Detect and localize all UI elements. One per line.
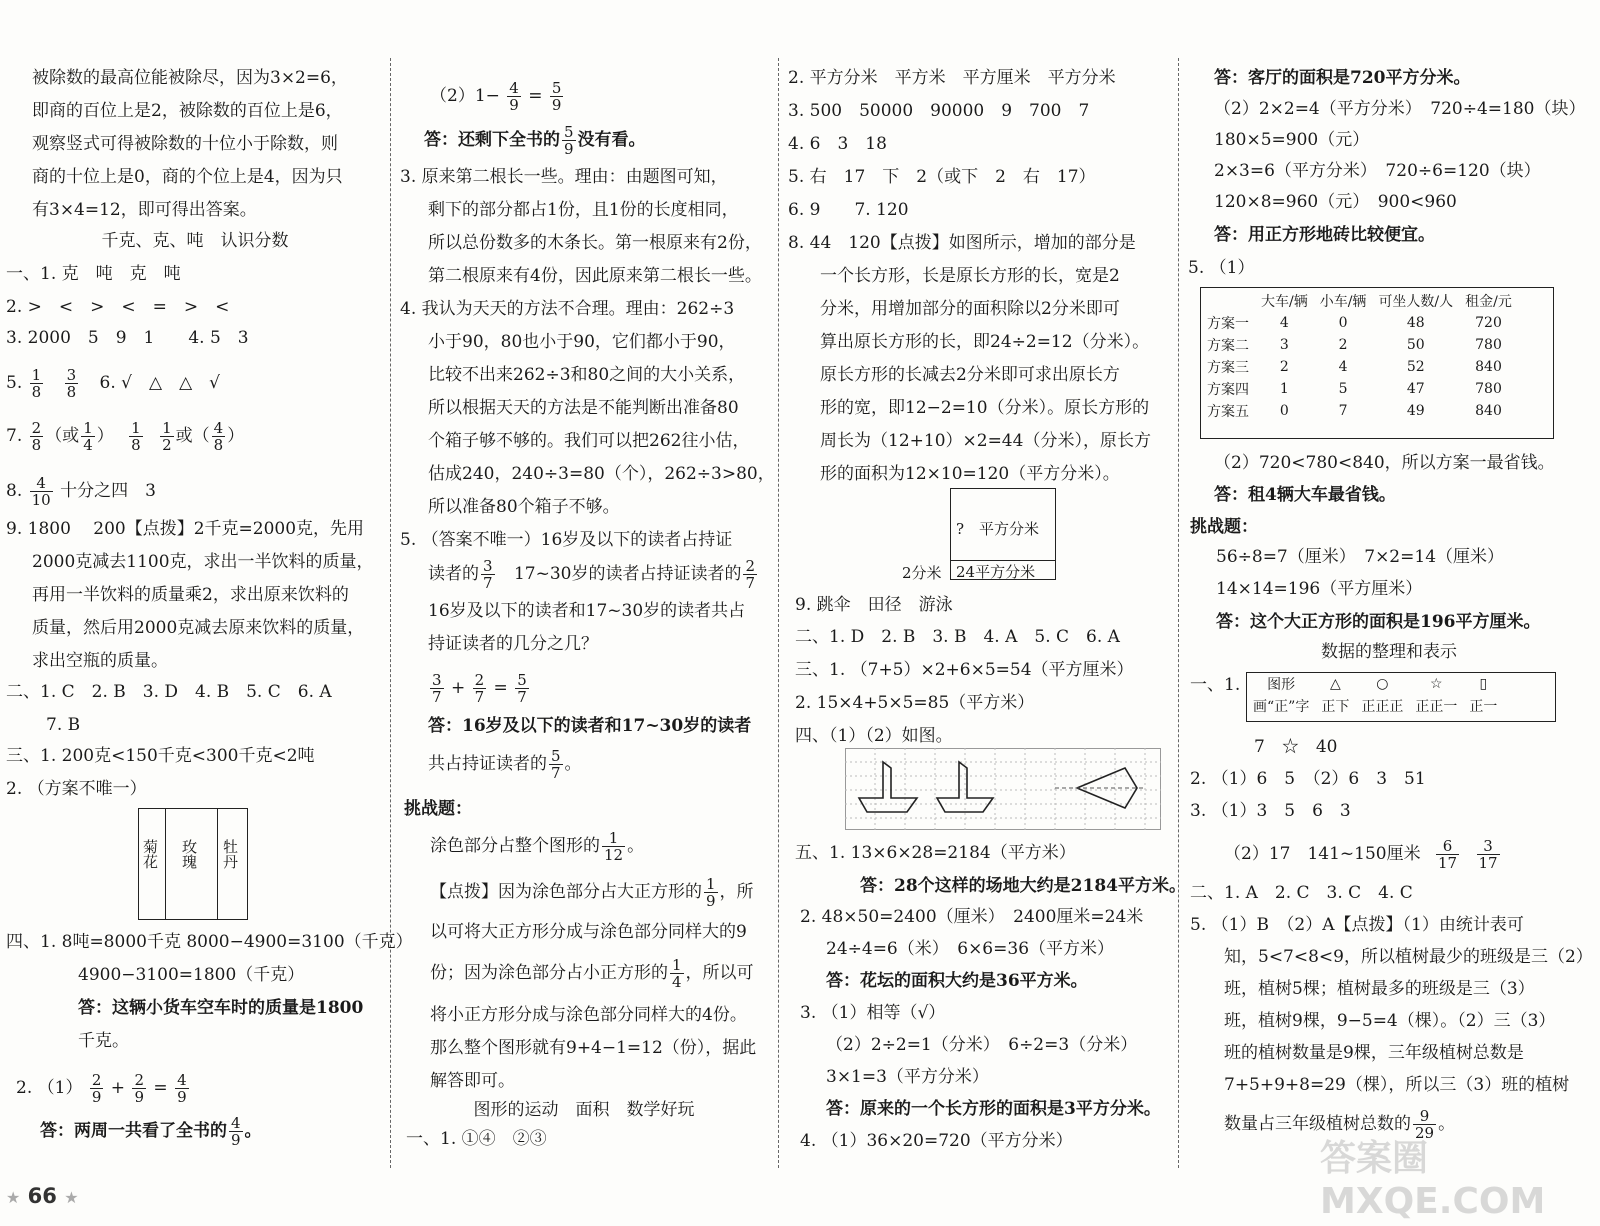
text-line: 2. （方案不唯一） — [6, 779, 147, 799]
text-line: 2×3=6（平方分米） 720÷6=120（块） — [1214, 161, 1541, 181]
text-line: 7 ☆ 40 — [1254, 737, 1338, 757]
text-line: （2）17 141~150厘米 $\frac{6}{17}$ $\frac{3}{17}$ — [1224, 837, 1498, 872]
table-cell: 5 — [1338, 381, 1348, 397]
text-line: 四、（1）（2）如图。 — [795, 726, 953, 746]
page-number-text: 66 — [27, 1184, 57, 1208]
boat-shape — [859, 762, 917, 812]
table-cell: 方案四 — [1207, 382, 1249, 398]
text-line: 小于90，80也小于90，它们都小于90， — [428, 332, 736, 352]
table-header-cell: 租金/元 — [1465, 294, 1512, 310]
table-cell: 47 — [1406, 381, 1425, 397]
answer-2-1: 2. （1） $\frac{2}{9}$ + $\frac{2}{9}$ = $\frac{4}{9}$ — [16, 1071, 187, 1106]
flower-label: 玫瑰 — [180, 839, 198, 869]
watermark: 答案圈 MXQE.COM — [1320, 1138, 1546, 1222]
section-title: 数据的整理和表示 — [1321, 642, 1457, 662]
table-cell: 方案二 — [1207, 338, 1249, 354]
text-line: 个箱子够不够的。我们可以把262往小估， — [428, 431, 750, 451]
table-cell: 正一 — [1469, 699, 1498, 715]
section-title: 千克、克、吨 认识分数 — [101, 231, 289, 251]
table-cell: 780 — [1475, 381, 1502, 397]
text-line: 质量，然后用2000克减去原来饮料的质量， — [32, 618, 365, 638]
table-cell: 1 — [1279, 381, 1289, 397]
column-divider — [778, 58, 779, 1168]
text-line: 千克。 — [78, 1031, 129, 1051]
text-line: 16岁及以下的读者和17~30岁的读者共占 — [428, 601, 746, 621]
table-cell: 52 — [1406, 359, 1425, 375]
answer-line: 答：花坛的面积大约是36平方米。 — [826, 971, 1088, 991]
text-line: 【点拨】因为涂色部分占大正方形的 $\frac{1}{9}$ ，所 — [430, 875, 754, 910]
text-line: 三、1. （7+5）×2+6×5=54（平方厘米） — [795, 660, 1134, 680]
page-number — [6, 1184, 79, 1208]
text-line: 周长为（12+10）×2=44（分米），原长方 — [820, 431, 1151, 451]
text-line: 形的面积为12×10=120（平方分米）。 — [820, 464, 1120, 484]
figure-label: 2分米 — [902, 564, 942, 582]
answer-line: 共占持证读者的 $\frac{5}{7}$ 。 — [428, 747, 582, 782]
table-cell: 3 — [1279, 337, 1289, 353]
text-line: 一、1. ①④ ②③ — [406, 1129, 547, 1149]
text-line: 4. 我认为天天的方法不合理。理由：262÷3 — [400, 299, 735, 319]
section-title: 图形的运动 面积 数学好玩 — [473, 1100, 695, 1120]
text-line: 2. 48×50=2400（厘米） 2400厘米=24米 — [800, 907, 1144, 927]
text-line: 180×5=900（元） — [1214, 130, 1370, 150]
table-row — [1201, 378, 1518, 400]
text-line: 3. 原来第二根长一些。理由：由题图可知， — [400, 167, 728, 187]
table-cell: ▯ — [1479, 676, 1488, 692]
text-line: （2）2×2=4（平方分米） 720÷4=180（块） — [1214, 99, 1586, 119]
text-line: 9. 1800 200【点拨】2千克=2000克，先用 — [6, 519, 365, 539]
text-line: 再用一半饮料的质量乘2，求出原来饮料的 — [32, 585, 349, 605]
table-header-cell: 可坐人数/人 — [1378, 294, 1454, 310]
table-cell: 48 — [1406, 315, 1425, 331]
text-line: 将小正方形分成与涂色部分同样大的4份。 — [430, 1005, 747, 1025]
answer-line: 答：客厅的面积是720平方分米。 — [1214, 68, 1471, 88]
table-cell: 2 — [1338, 337, 1348, 353]
text-line: 9. 跳伞 田径 游泳 — [795, 595, 953, 615]
flower-diagram — [138, 808, 248, 920]
text-line: 答：这辆小货车空车时的质量是1800 — [78, 998, 364, 1018]
answer-line: 答：两周一共看了全书的 $\frac{4}{9}$ 。 — [40, 1114, 262, 1149]
text-line: 数量占三年级植树总数的 $\frac{9}{29}$ 。 — [1224, 1107, 1456, 1142]
text-line: 第二根原来有4份，因此原来第二根长一些。 — [428, 266, 762, 286]
answer-line: 答：这个大正方形的面积是196平方厘米。 — [1216, 612, 1541, 632]
table-row — [1201, 356, 1518, 378]
text-line: 8. 44 120【点拨】如图所示，增加的部分是 — [788, 233, 1136, 253]
text-line: 5. 右 17 下 2（或下 2 右 17） — [788, 167, 1096, 187]
table-cell: 方案三 — [1207, 360, 1249, 376]
text-line: 所以准备80个箱子不够。 — [428, 497, 620, 517]
text-line: 分米，用增加部分的面积除以2分米即可 — [820, 299, 1120, 319]
table-cell: 7 — [1338, 403, 1348, 419]
text-line: 5. （答案不唯一）16岁及以下的读者占持证 — [400, 530, 733, 550]
table-cell: 方案一 — [1207, 316, 1249, 332]
text-line: 持证读者的几分之几？ — [428, 634, 598, 654]
challenge-title: 挑战题： — [1190, 517, 1258, 537]
table-cell: 4 — [1279, 315, 1289, 331]
text-line: 2. 15×4+5×5=85（平方米） — [795, 693, 1035, 713]
figure-label: ? 平方分米 — [956, 520, 1040, 538]
column-divider — [390, 58, 391, 1168]
answer-7: 7. $\frac{2}{8}$ （或 $\frac{1}{4}$ ） $\frac{1}{8}$ $\frac{1}{2}$ 或（ $\frac{4}{8}$ ） — [6, 419, 245, 454]
table-cell: 840 — [1475, 403, 1502, 419]
text-line: 一个长方形，长是原长方形的长，宽是2 — [820, 266, 1120, 286]
text-line: 原长方形的长减去2分米即可求出原长方 — [820, 365, 1120, 385]
text-line: 所以总份数多的木条长。第一根原来有2份， — [428, 233, 762, 253]
table-cell: 正下 — [1321, 699, 1350, 715]
text-line: 班的植树数量是9棵，三年级植树总数是 — [1224, 1043, 1524, 1063]
text-line: 24÷4=6（米） 6×6=36（平方米） — [826, 939, 1115, 959]
rental-table — [1200, 287, 1554, 439]
text-line: 估成240，240÷3=80（个），262÷3>80， — [428, 464, 775, 484]
text-line: 那么整个图形就有9+4−1=12（份），据此 — [430, 1038, 757, 1058]
text-line: 3. 500 50000 90000 9 700 7 — [788, 101, 1090, 121]
text-line: 四、1. 8吨=8000千克 8000−4900=3100（千克） — [6, 932, 413, 952]
table-cell: 0 — [1279, 403, 1289, 419]
text-line: 3. （1）3 5 6 3 — [1190, 801, 1351, 821]
text-line: 读者的 $\frac{3}{7}$ 17~30岁的读者占持证读者的 $\frac{2}{7}$ — [428, 557, 756, 592]
text-line: 2000克减去1100克，求出一半饮料的质量， — [32, 552, 374, 572]
answer-line: 答：16岁及以下的读者和17~30岁的读者 — [428, 716, 752, 736]
table-cell: ○ — [1376, 676, 1389, 692]
answer-line: 答：还剩下全书的 $\frac{5}{9}$ 没有看。 — [424, 123, 646, 158]
text-line: 班，植树9棵，9−5=4（棵）。（2）三（3） — [1224, 1011, 1556, 1031]
table-header-cell: 小车/辆 — [1319, 294, 1367, 310]
text-line: 求出空瓶的质量。 — [32, 651, 168, 671]
text-line: 一、1. — [1190, 675, 1241, 695]
text-line: 120×8=960（元） 900<960 — [1214, 192, 1457, 212]
table-cell: 780 — [1475, 337, 1502, 353]
answer-line: 答：租4辆大车最省钱。 — [1214, 485, 1396, 505]
answer-2-2: （2）1− $\frac{4}{9}$ = $\frac{5}{9}$ — [430, 79, 562, 114]
flower-label: 菊花 — [141, 839, 159, 869]
text-line: 4. 6 3 18 — [788, 134, 887, 154]
text-line: 6. 9 7. 120 — [788, 200, 909, 220]
table-cell: 4 — [1338, 359, 1348, 375]
column-divider — [1178, 58, 1179, 1168]
table-cell: △ — [1329, 676, 1341, 692]
text-line: 有3×4=12，即可得出答案。 — [32, 200, 257, 220]
answer-line: 答：用正方形地砖比较便宜。 — [1214, 225, 1435, 245]
answer-line: 答：28个这样的场地大约是2184平方米。 — [860, 876, 1186, 896]
table-row — [1201, 400, 1518, 422]
text-line: （2）2÷2=1（分米） 6÷2=3（分米） — [826, 1035, 1138, 1055]
table-cell: 画“正”字 — [1253, 699, 1310, 715]
text-line: 五、1. 13×6×28=2184（平方米） — [795, 843, 1076, 863]
tally-table — [1246, 672, 1556, 722]
text-line: 4. （1）36×20=720（平方分米） — [800, 1131, 1073, 1151]
equation: $\frac{3}{7}$ + $\frac{2}{7}$ = $\frac{5}{7}$ — [432, 671, 527, 706]
answer-8: 8. $\frac{4}{10}$ 十分之四 3 — [6, 474, 156, 509]
text-line: 2. > < > < = > < — [6, 297, 230, 317]
star-icon: ★ — [64, 1188, 79, 1207]
text-line: 以可将大正方形分成与涂色部分同样大的9 — [430, 922, 747, 942]
star-icon: ★ — [6, 1188, 21, 1207]
text-line: 56÷8=7（厘米） 7×2=14（厘米） — [1216, 547, 1505, 567]
challenge-title: 挑战题： — [404, 799, 472, 819]
answer-5: 5. $\frac{1}{8}$ $\frac{3}{8}$ 6. √ △ △ √ — [6, 366, 220, 401]
table-cell: 840 — [1475, 359, 1502, 375]
answer-line: 答：原来的一个长方形的面积是3平方分米。 — [826, 1099, 1161, 1119]
text-line: 二、1. D 2. B 3. B 4. A 5. C 6. A — [795, 627, 1120, 647]
table-header-cell — [1201, 290, 1255, 312]
text-line: 5. （1）B （2）A【点拨】（1）由统计表可 — [1190, 915, 1524, 935]
text-line: 二、1. C 2. B 3. D 4. B 5. C 6. A — [6, 682, 332, 702]
flower-label: 牡丹 — [221, 839, 239, 869]
text-line: 3. 2000 5 9 1 4. 5 3 — [6, 328, 249, 348]
text-line: 比较不出来262÷3和80之间的大小关系， — [428, 365, 746, 385]
text-line: 算出原长方形的长，即24÷2=12（分米）。 — [820, 332, 1150, 352]
table-cell: 0 — [1338, 315, 1348, 331]
text-line: 3×1=3（平方分米） — [826, 1067, 989, 1087]
text-line: 被除数的最高位能被除尽，因为3×2=6， — [32, 68, 348, 88]
text-line: 二、1. A 2. C 3. C 4. C — [1190, 883, 1413, 903]
text-line: 涂色部分占整个图形的 $\frac{1}{12}$ 。 — [430, 829, 645, 864]
table-cell: 2 — [1279, 359, 1289, 375]
text-line: 7. B — [46, 715, 81, 735]
table-row — [1247, 695, 1503, 717]
text-line: 一、1. 克 吨 克 吨 — [6, 264, 181, 284]
table-cell: 720 — [1475, 315, 1502, 331]
text-line: 即商的百位上是2，被除数的百位上是6， — [32, 101, 343, 121]
table-cell: 50 — [1406, 337, 1425, 353]
text-line: 7+5+9+8=29（棵），所以三（3）班的植树 — [1224, 1075, 1570, 1095]
text-line: 所以根据天天的方法是不能判断出准备80 — [428, 398, 739, 418]
table-header-cell: 大车/辆 — [1261, 294, 1308, 310]
text-line: 商的十位上是0，商的个位上是4，因为只 — [32, 167, 343, 187]
table-header — [1201, 290, 1518, 312]
text-line: 班，植树5棵；植树最多的班级是三（3） — [1224, 979, 1535, 999]
table-cell: 方案五 — [1207, 404, 1249, 420]
table-cell: 正正正 — [1361, 699, 1404, 715]
text-line: 份；因为涂色部分占小正方形的 $\frac{1}{4}$ ，所以可 — [430, 956, 754, 991]
text-line: 2. 平方分米 平方米 平方厘米 平方分米 — [788, 68, 1116, 88]
table-row — [1201, 334, 1518, 356]
figure-label: 24平方分米 — [956, 563, 1036, 581]
text-line: （2）720<780<840，所以方案一最省钱。 — [1214, 453, 1555, 473]
text-line: 知，5<7<8<9，所以植树最少的班级是三（2） — [1224, 947, 1593, 967]
text-line: 2. （1）6 5 （2）6 3 51 — [1190, 769, 1426, 789]
table-cell: 图形 — [1267, 677, 1296, 693]
table-header — [1247, 673, 1503, 695]
table-cell: ☆ — [1430, 676, 1443, 692]
text-line: 解答即可。 — [430, 1071, 515, 1091]
text-line: 4900−3100=1800（千克） — [78, 965, 305, 985]
text-line: 3. （1）相等（√） — [800, 1003, 946, 1023]
text-line: 三、1. 200克<150千克<300千克<2吨 — [6, 746, 315, 766]
text-line: 剩下的部分都占1份，且1份的长度相同， — [428, 200, 739, 220]
text-line: 观察竖式可得被除数的十位小于除数，则 — [32, 134, 338, 154]
text-line: 14×14=196（平方厘米） — [1216, 579, 1423, 599]
text-line: 形的宽，即12−2=10（分米）。原长方形的 — [820, 398, 1150, 418]
text-line: 5. （1） — [1188, 258, 1255, 278]
table-row — [1201, 312, 1518, 334]
table-cell: 正正一 — [1415, 699, 1458, 715]
grid-figure — [845, 748, 1161, 830]
table-cell: 49 — [1406, 403, 1425, 419]
